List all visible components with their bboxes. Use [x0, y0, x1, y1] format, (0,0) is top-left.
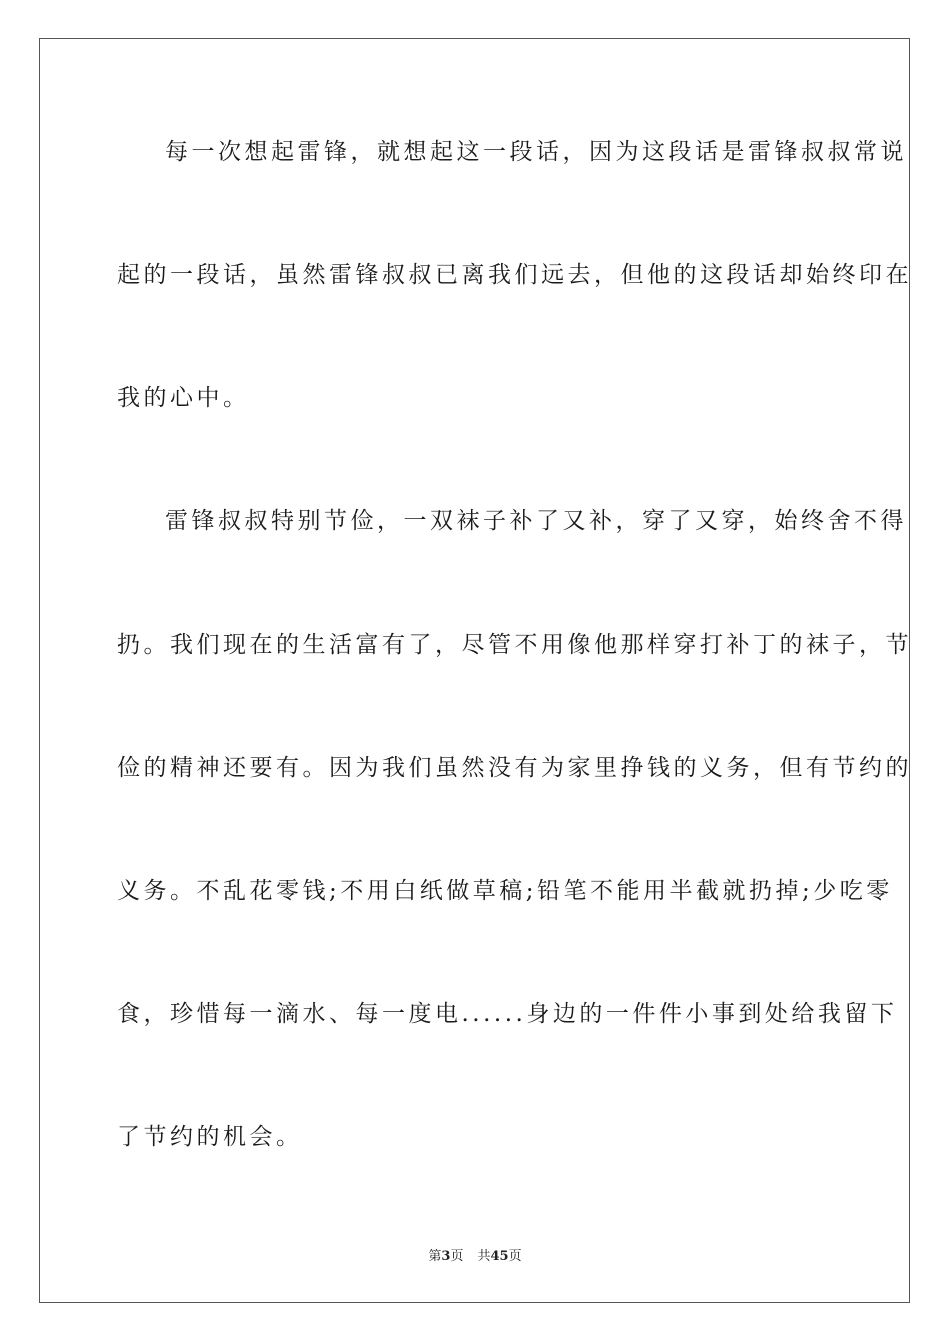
page-prefix: 第 [428, 1249, 442, 1264]
page-suffix: 页 [450, 1249, 464, 1264]
paragraph-1-line-1: 每一次想起雷锋，就想起这一段话，因为这段话是雷锋叔叔常说 [165, 139, 907, 165]
page-number: 3 [441, 1249, 451, 1264]
paragraph-2-line-5: 食，珍惜每一滴水、每一度电......身边的一件件小事到处给我留下 [117, 1001, 898, 1027]
paragraph-2-line-4: 义务。不乱花零钱;不用白纸做草稿;铅笔不能用半截就扔掉;少吃零 [117, 878, 893, 904]
total-suffix: 页 [508, 1249, 522, 1264]
paragraph-1-line-3: 我的心中。 [117, 385, 250, 411]
paragraph-2-line-1: 雷锋叔叔特别节俭，一双袜子补了又补，穿了又穿，始终舍不得 [165, 508, 907, 534]
page-frame [39, 38, 910, 1303]
paragraph-2-line-6: 了节约的机会。 [117, 1124, 303, 1150]
paragraph-2-line-3: 俭的精神还要有。因为我们虽然没有为家里挣钱的义务，但有节约的 [117, 755, 912, 781]
paragraph-1-line-2: 起的一段话，虽然雷锋叔叔已离我们远去，但他的这段话却始终印在 [117, 262, 912, 288]
total-pages: 45 [490, 1249, 509, 1264]
page-footer [0, 1248, 950, 1266]
paragraph-2-line-2: 扔。我们现在的生活富有了，尽管不用像他那样穿打补丁的袜子，节 [117, 632, 912, 658]
total-prefix: 共 [477, 1249, 491, 1264]
